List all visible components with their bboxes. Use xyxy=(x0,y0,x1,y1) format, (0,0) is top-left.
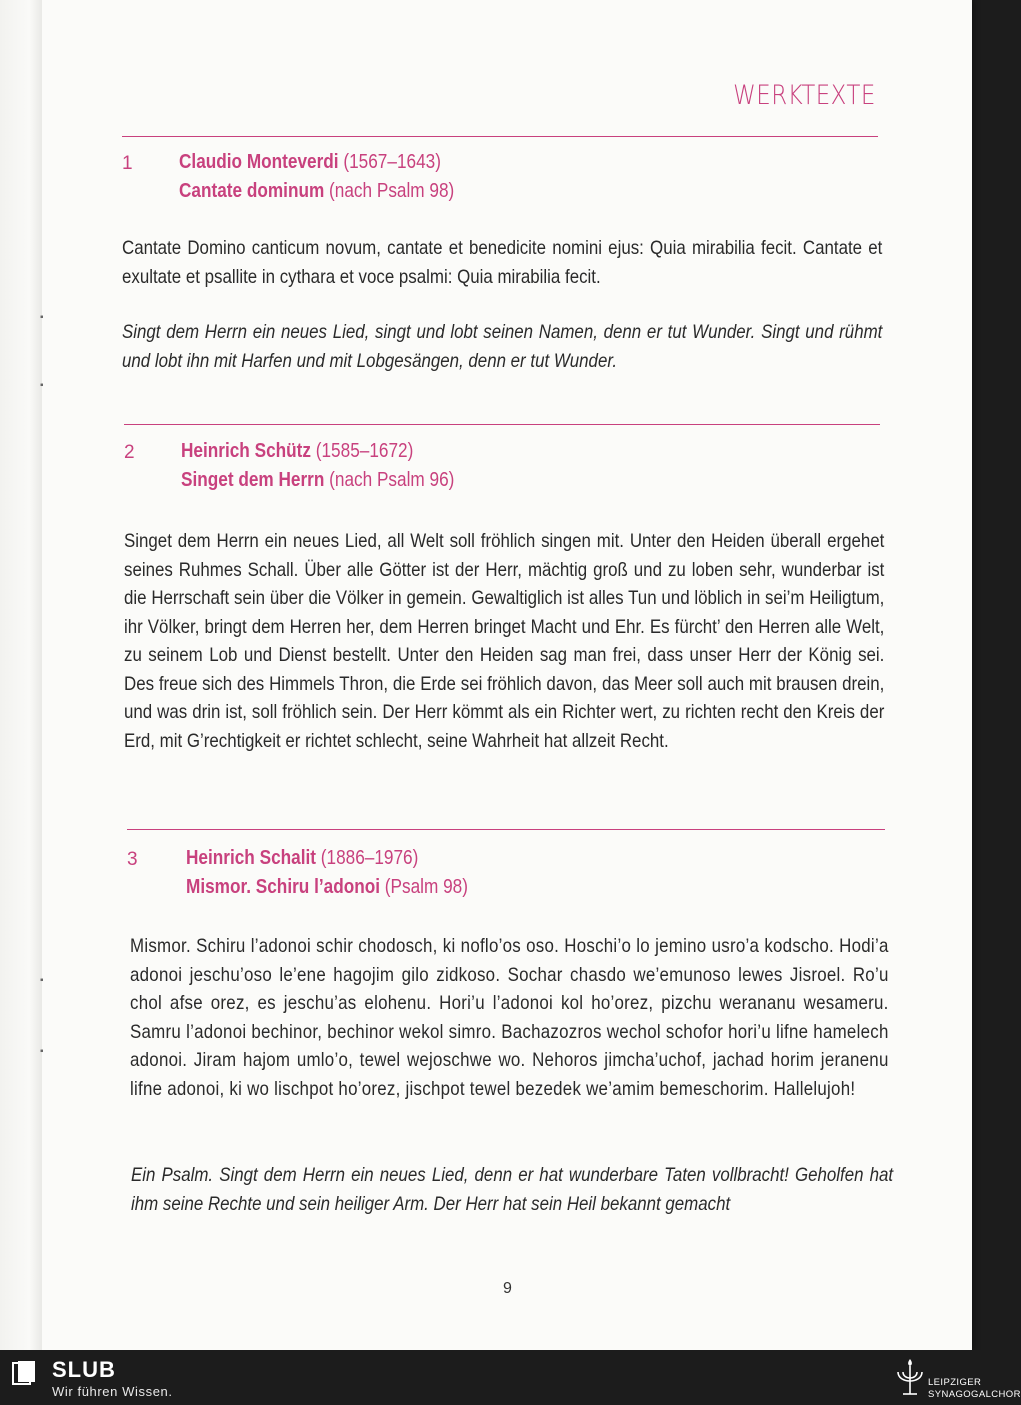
slub-logo-icon xyxy=(12,1360,38,1386)
section-number: 1 xyxy=(122,153,133,174)
composer-name: Heinrich Schütz xyxy=(181,440,311,462)
section-divider xyxy=(124,424,880,425)
work-source: (nach Psalm 98) xyxy=(329,180,455,202)
choir-name xyxy=(928,1377,1021,1401)
staple-mark: ▪ xyxy=(40,975,44,986)
composer-years: (1886–1976) xyxy=(320,847,419,869)
choir-name-line2: SYNAGOGALCHOR xyxy=(928,1389,1021,1400)
composer-name: Claudio Monteverdi xyxy=(179,151,339,173)
work-title: Mismor. Schiru l’adonoi xyxy=(186,876,381,898)
staple-mark: ▪ xyxy=(40,312,44,323)
original-text: Singet dem Herrn ein neues Lied, all Welt soll fröhlich singen mit. Unter den Heiden überall ergehet seines Ruhmes Schall. Über alle Götter ist der Herr, mächtig groß und zu loben sehr, wunderbar ist die Herrschaft sein über die Völker in gemein. Gewaltiglich ist alles Tun und löblich in sei’m Heiligtum, ihr Völker, bringt dem Herren her, dem Herren bringet Macht und Ehr. Es fürcht’ den Herren alle Welt, zu seinem Lob und Dienst bestellt. Unter den Heiden sag man frei, dass unser Herr der König sei. Des freue sich des Himmels Thron, die Erde sei fröhlich davon, das Meer soll auch mit brausen drein, und was drin ist, soll fröhlich sein. Der Herr kömmt als ein Richter wert, zu richten recht den Kreis der Erd, mit G’rechtigkeit er richtet schlecht, seine Wahrheit hat allzeit Recht. xyxy=(124,530,885,752)
original-text: Cantate Domino canticum novum, cantate et benedicite nomini ejus: Quia mirabilia fecit. Cantate et exultate et psallite in cythara et voce psalmi: Quia mirabilia fecit. xyxy=(122,237,883,288)
menorah-logo-icon xyxy=(893,1358,927,1398)
composer-years: (1567–1643) xyxy=(343,151,441,173)
choir-name-line1: LEIPZIGER xyxy=(928,1377,982,1388)
translation-text: Ein Psalm. Singt dem Herrn ein neues Lied, denn er hat wunderbare Taten vollbracht! Geholfen hat ihm seine Rechte und sein heiliger Arm. Der Herr hat sein Heil bekannt gemacht xyxy=(131,1164,894,1215)
composer-line xyxy=(186,847,418,870)
work-line xyxy=(186,876,468,899)
composer-line xyxy=(179,151,441,174)
work-line xyxy=(179,180,454,203)
work-title: Singet dem Herrn xyxy=(181,469,325,491)
translation-text: Singt dem Herrn ein neues Lied, singt und lobt seinen Namen, denn er tut Wunder. Singt und rühmt und lobt ihn mit Harfen und mit Lobgesängen, denn er tut Wunder. xyxy=(122,321,883,372)
work-source: (Psalm 98) xyxy=(384,876,468,898)
library-name: SLUB xyxy=(52,1357,116,1382)
work-source: (nach Psalm 96) xyxy=(329,469,455,491)
section-divider xyxy=(122,136,878,137)
staple-mark: ▪ xyxy=(40,380,44,391)
left-page-edge xyxy=(0,0,42,1350)
section-divider xyxy=(127,829,885,830)
section-number: 3 xyxy=(127,849,138,870)
staple-mark: ▪ xyxy=(40,1046,44,1057)
original-text: Mismor. Schiru l’adonoi schir chodosch, ki noflo’os oso. Hoschi’o lo jemino usro’a kodscho. Hodi’a adonoi jeschu’oso le’ene hagojim gilo zidkoso. Sochar chasdo we’emunoso lewes Jisroel. Ro’u chol afse orez, es jeschu’as elohenu. Hori’u l’adonoi kol ho’orez, pizchu werananu wesameru. Samru l’adonoi bechinor, bechinor wekol simro. Bachazozros wechol schofor hori’u lifne hamelech adonoi. Jiram hajom umlo’o, tewel wejoschwe wo. Nehoros jimcha’uchof, jachad horim jeranenu lifne adonoi, ki wo lischpot ho’orez, jischpot tewel bezedek we’amim bemeschorim. Hallelujoh! xyxy=(130,935,889,1100)
work-line xyxy=(181,469,454,492)
composer-line xyxy=(181,440,413,463)
library-tagline: Wir führen Wissen. xyxy=(52,1384,173,1399)
work-title: Cantate dominum xyxy=(179,180,325,202)
page-title: WERKTEXTE xyxy=(733,80,876,111)
page-number: 9 xyxy=(503,1280,512,1297)
composer-years: (1585–1672) xyxy=(315,440,414,462)
composer-name: Heinrich Schalit xyxy=(186,847,316,869)
section-number: 2 xyxy=(124,442,135,463)
